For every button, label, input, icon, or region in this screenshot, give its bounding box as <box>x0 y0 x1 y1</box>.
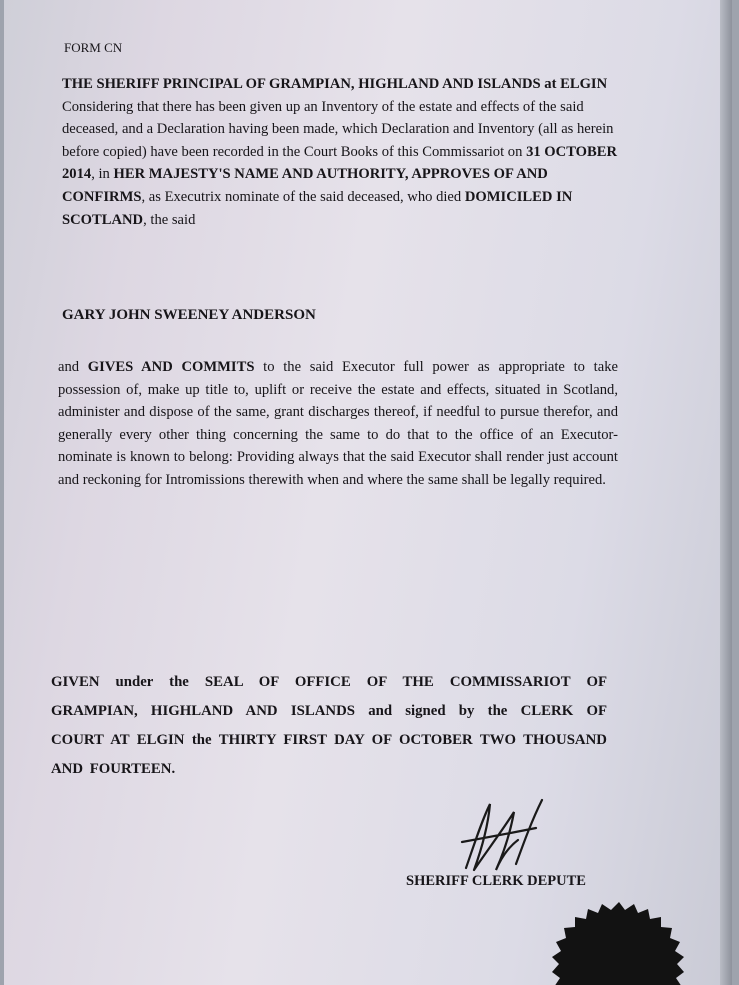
text-span: and signed by the <box>354 703 521 719</box>
text-span: to the said Executor full power as appropriate to take possession of, make up title to, uplift or receive the estate and effects, situated in Scotland, administer and dispose of the same, grant discharges thereof, if needful to pursue therefor, and generally every other thing concerning the same to do that to the office of an Executor-nominate is known to belong: Providing always that the said Executor shall render just account and reckoning for Intromissions therewith when and where the same shall be legally required. <box>58 359 618 488</box>
text-span: and <box>58 359 88 375</box>
gives-and-commits: GIVES AND COMMITS <box>87 359 255 375</box>
text-span: the <box>184 732 219 748</box>
grant-paragraph <box>58 356 618 492</box>
text-span: GIVEN under the SEAL OF OFFICE OF THE COMMISSARIOT OF GRAMPIAN, HIGHLAND AND ISLANDS <box>51 674 607 719</box>
text-span: , the said <box>143 211 196 228</box>
executor-name: GARY JOHN SWEENEY ANDERSON <box>62 307 316 323</box>
document-sheet <box>4 0 732 985</box>
text-span: Considering that there has been given up an Inventory of the estate and effects of the said deceased, and a Declaration having been made, which Declaration and Inventory (all as herein before copied) have been recorded in the Court Books of this Commissariot on <box>62 98 614 160</box>
given-under-seal-paragraph <box>51 668 607 784</box>
text-span: CLERK OF COURT AT ELGIN <box>51 703 607 748</box>
form-label: FORM CN <box>64 40 123 55</box>
handwritten-signature <box>444 790 554 880</box>
court-seal <box>544 900 694 985</box>
text-span: , as Executrix nominate of the said deceased, who died <box>141 188 465 205</box>
text-span: , in <box>91 166 114 183</box>
court-name: THE SHERIFF PRINCIPAL OF GRAMPIAN, HIGHLAND AND ISLANDS at ELGIN <box>62 76 608 92</box>
signatory-title: SHERIFF CLERK DEPUTE <box>406 873 586 889</box>
confirmation-paragraph <box>62 73 618 231</box>
authority-clause: HER MAJESTY'S NAME AND AUTHORITY, APPROVES OF AND CONFIRMS <box>62 166 548 205</box>
recorded-date: 31 OCTOBER 2014 <box>62 143 618 183</box>
confirmation-document <box>4 0 732 985</box>
text-span: THIRTY FIRST DAY OF OCTOBER TWO THOUSAND AND FOURTEEN. <box>51 732 607 777</box>
domicile: DOMICILED IN SCOTLAND <box>62 188 573 228</box>
